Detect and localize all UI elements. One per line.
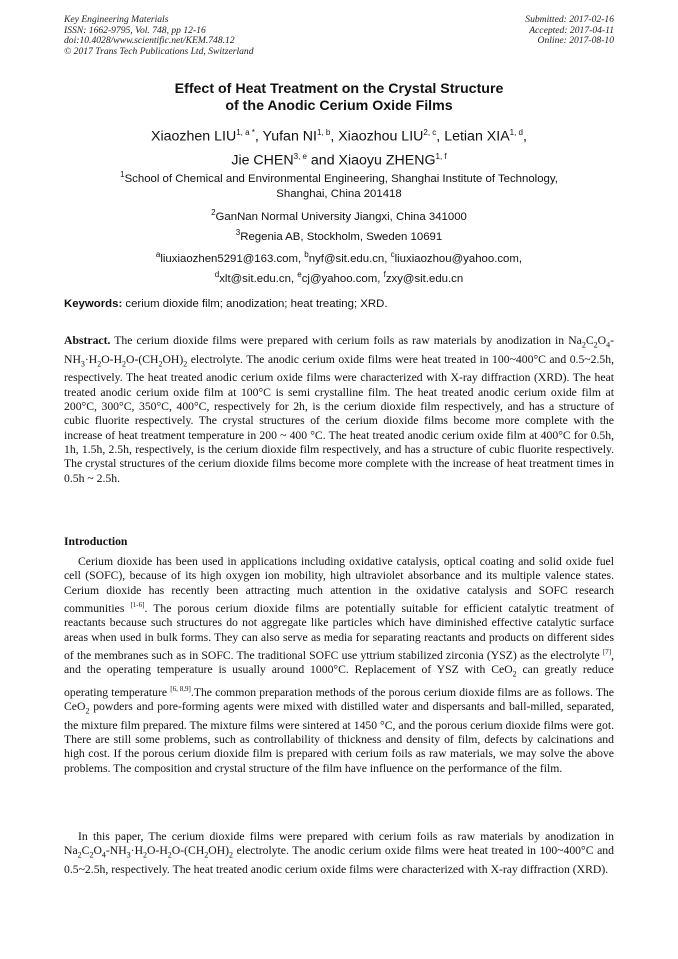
journal-header-right xyxy=(525,15,614,47)
title-line-1: Effect of Heat Treatment on the Crystal Structure xyxy=(174,81,504,97)
abstract-label: Abstract. xyxy=(64,334,111,347)
doi-line: doi:10.4028/www.scientific.net/KEM.748.12 xyxy=(64,35,235,47)
author-sup: 3, e xyxy=(293,151,307,161)
author-line-1: Xiaozhen $LIU^{1, a *}$, Yufan NI$^{1, b}$, Xiaozhou LIU$^{2, c}$, Letian XIA$^{1, d}$, xyxy=(151,128,527,145)
intro-paragraph-1: Cerium dioxide has been used in applications including oxidative catalysis, optical coating and solid oxide fuel cell (SOFC), because of its high oxygen ion mobility, high ultraviolet absorbance and its multiple valence states. Cerium dioxide has recently been attracting much attention in the oxidative catalysis and SOFC research communities [1-6]. The porous cerium dioxide films are potentially suitable for efficient catalytic treatment of reactants because such structures do not aggregate like particles which have diminished effective catalytic surface areas when used in bulk forms. They can also serve as media for separating reactants and products on different sides of the membranes such as in SOFC. The traditional SOFC use yttrium stabilized zirconia (YSZ) as the electrolyte [7], and the operating temperature is usually around 1000°C. Replacement of YSZ with CeO$_2$ can greatly reduce operating temperature [6, 8,9].The common preparation methods of the porous cerium dioxide films are as follows. The CeO$_2$ powders and pore-forming agents were mixed with distilled water and dispersants and ball-milled, separated, the mixture film prepared. The mixture films were sintered at 1450 °C, and the porous cerium dioxide films were got. There are still some problems, such as controllability of thickness and density of film, defects by calcinations and high cost. If the porous cerium dioxide film is prepared with cerium foils as raw materials, we may solve the above problems. The composition and crystal structure of the film have influence on the performance of the film. xyxy=(64,555,614,775)
journal-header-left xyxy=(64,15,254,57)
keywords xyxy=(64,297,614,311)
email-link[interactable]: liuxiaozhen5291@163.com, xyxy=(160,252,302,265)
journal-name: Key Engineering Materials xyxy=(64,14,169,25)
abstract: Abstract. The cerium dioxide films were prepared with cerium foils as raw materials by anodization in $Na_2C_2O_4-NH_3\cdot H_2O-H_2O-(CH_2OH)_2$ electrolyte. The anodic cerium oxide films were heat treated in 100~400°C and 0.5~2.5h, respectively. The heat treated anodic cerium oxide films were characterized with X-ray diffraction (XRD). The heat treated anodic cerium oxide film at 100°C is semi crystalline film. The heat treated anodic cerium oxide film at 200°C, 300°C, 350°C, 400°C, respectively for 2h, is the cerium dioxide film respectively, and has a structure of cubic fluorite respectively. The crystal structures of the cerium dioxide films become more complete with the increase of heat treatment temperature in 200 ~ 400 °C. The heat treated anodic cerium oxide film at 400°C for 0.5h, 1h, 1.5h, 2.5h, respectively, is the cerium dioxide film respectively, and has a structure of cubic fluorite respectively. The crystal structures of the cerium dioxide films become more complete with the increase of heat treatment times in 0.5h ~ 2.5h. xyxy=(64,334,614,485)
online-date: Online: 2017-08-10 xyxy=(537,35,614,47)
author-emails: $^a$liuxiaozhen5291@163.com, $^b$nyf@sit.edu.cn, $^c$liuxiaozhou@yahoo.com, $^d$xlt@sit.edu.cn, $^e$cj@yahoo.com, $^f$zxy@sit.edu.cn xyxy=(155,250,523,285)
author-sup: 1, a * xyxy=(236,128,255,137)
affiliation-text: Shanghai, China 201418 xyxy=(276,187,402,200)
intro-paragraph-2: In this paper, The cerium dioxide films were prepared with cerium foils as raw materials by anodization in $Na_2C_2O_4-NH_3\cdot H_2O-H_2O-(CH_2OH)_2$ electrolyte. The anodic cerium oxide films were heat treated in 100~400°C and 0.5~2.5h, respectively. The heat treated anodic cerium oxide films were characterized with X-ray diffraction (XRD). xyxy=(64,830,614,877)
author-list xyxy=(64,123,614,170)
keywords-text: cerium dioxide film; anodization; heat treating; XRD. xyxy=(122,298,388,310)
affiliation-text: School of Chemical and Environmental Engineering, Shanghai Institute of Technology, xyxy=(124,172,558,185)
affiliation-3: $^3$Regenia AB, Stockholm, Sweden 10691 xyxy=(235,228,443,243)
section-heading-introduction: Introduction xyxy=(64,535,128,548)
author-name: Xiaozhou LIU xyxy=(338,128,424,145)
accepted-date: Accepted: 2017-04-11 xyxy=(529,24,614,36)
paper-title xyxy=(64,81,614,115)
author-sup: 1, d xyxy=(509,128,523,137)
email-link[interactable]: xlt@sit.edu.cn, xyxy=(219,272,295,285)
citation[interactable]: [7] xyxy=(602,647,612,656)
author-name: Xiaoyu ZHENG xyxy=(338,152,436,169)
author-name: Yufan NI xyxy=(262,128,317,145)
author-name: Letian XIA xyxy=(444,128,510,145)
author-name: Jie CHEN xyxy=(231,152,294,169)
copyright-line: © 2017 Trans Tech Publications Ltd, Switzerland xyxy=(64,45,254,57)
email-link[interactable]: zxy@sit.edu.cn xyxy=(385,272,464,285)
email-link[interactable]: nyf@sit.edu.cn, xyxy=(308,252,388,265)
email-link[interactable]: liuxiaozhou@yahoo.com, xyxy=(394,252,523,265)
author-sup: 1, b xyxy=(316,128,331,137)
title-line-2: of the Anodic Cerium Oxide Films xyxy=(225,98,453,114)
author-sup: 2, c xyxy=(423,128,437,137)
affiliation-text: GanNan Normal University Jiangxi, China 341000 xyxy=(215,210,467,223)
citation[interactable]: [1-6] xyxy=(130,601,145,610)
submitted-date: Submitted: 2017-02-16 xyxy=(525,14,614,25)
affiliation-2: $^2$GanNan Normal University Jiangxi, China 341000 xyxy=(211,208,467,223)
citation[interactable]: [6, 8,9] xyxy=(170,684,191,693)
author-name: Xiaozhen LIU xyxy=(151,128,237,145)
affiliation-1: $^1$School of Chemical and Environmental Engineering, Shanghai Institute of Technology, Shanghai, China 201418 xyxy=(64,167,614,202)
issn-line: ISSN: 1662-9795, Vol. 748, pp 12-16 xyxy=(64,24,206,36)
keywords-label: Keywords: xyxy=(64,298,123,310)
email-link[interactable]: cj@yahoo.com, xyxy=(301,272,381,285)
affiliation-text: Regenia AB, Stockholm, Sweden 10691 xyxy=(240,230,443,243)
author-line-2: Jie CHEN$^{3, e}$ and Xiaoyu ZHENG$^{1, f}$ xyxy=(231,151,447,169)
author-sup: 1, f xyxy=(435,151,447,161)
